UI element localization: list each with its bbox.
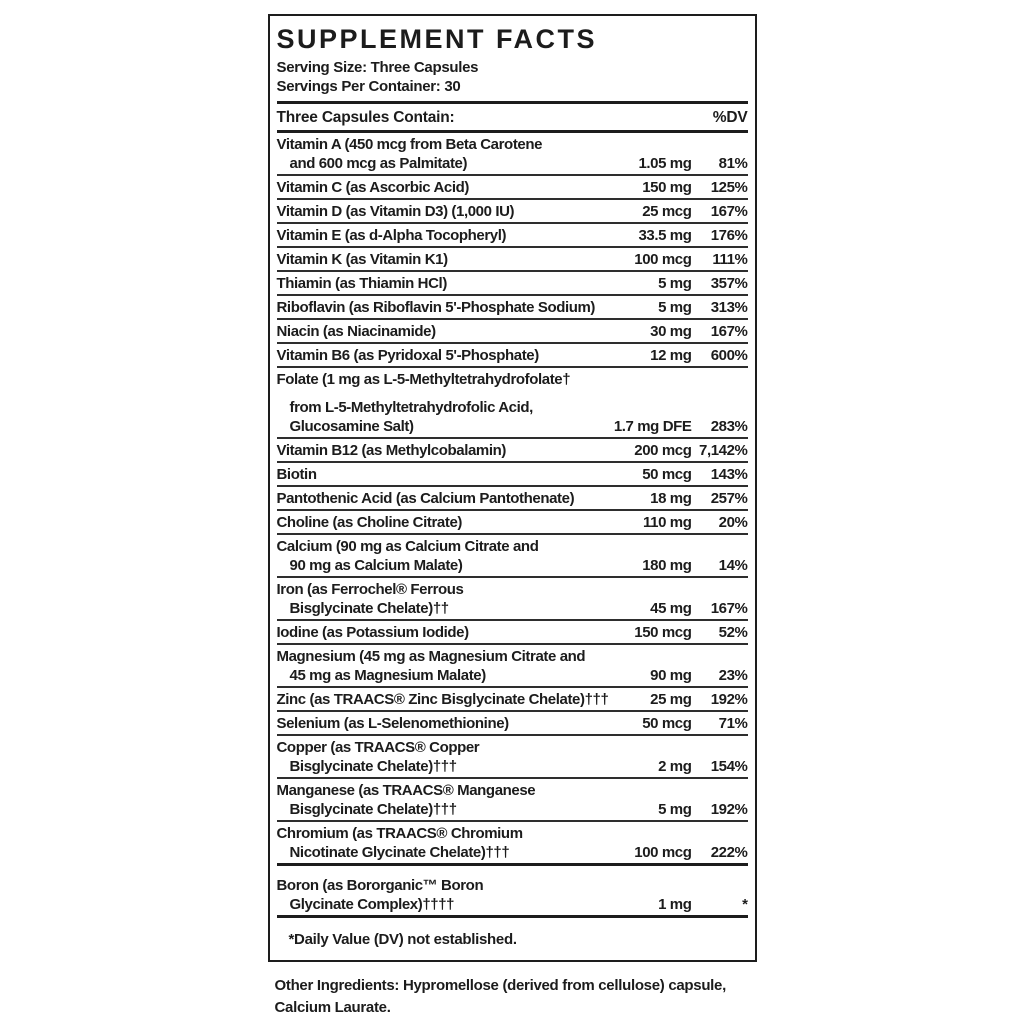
nutrient-name: Folate (1 mg as L-5-Methyltetrahydrofolate† <box>276 371 571 388</box>
dv-footnote: *Daily Value (DV) not established. <box>288 931 517 948</box>
nutrient-name: Vitamin D (as Vitamin D3) (1,000 IU) <box>276 203 515 220</box>
nutrient-name: Chromium (as TRAACS® Chromium <box>276 825 523 842</box>
table-row <box>277 463 748 487</box>
nutrient-amount: 50 mcg <box>642 466 692 483</box>
table-row <box>277 779 748 822</box>
nutrient-name: Vitamin C (as Ascorbic Acid) <box>276 179 469 196</box>
nutrient-amount: 1.7 mg DFE <box>613 418 692 435</box>
nutrient-name: Bisglycinate Chelate)††† <box>289 758 457 775</box>
nutrient-dv: 7,142% <box>699 442 748 459</box>
nutrient-amount: 150 mcg <box>634 624 692 641</box>
table-row-line <box>277 226 748 245</box>
nutrient-name: Iron (as Ferrochel® Ferrous <box>276 581 464 598</box>
nutrient-name: from L-5-Methyltetrahydrofolic Acid, <box>289 399 533 416</box>
nutrient-amount: 90 mg <box>650 667 692 684</box>
nutrient-dv: 71% <box>718 715 748 732</box>
nutrient-amount: 25 mcg <box>642 203 692 220</box>
nutrient-name: Selenium (as L-Selenomethionine) <box>276 715 509 732</box>
table-row-line <box>277 417 748 436</box>
table-row-line <box>277 843 748 862</box>
table-row-line <box>277 876 748 895</box>
nutrient-name: 90 mg as Calcium Malate) <box>289 557 463 574</box>
nutrient-dv: 167% <box>710 600 748 617</box>
nutrient-dv: 313% <box>710 299 748 316</box>
nutrient-name: Bisglycinate Chelate)††† <box>289 801 457 818</box>
table-row-line <box>277 800 748 819</box>
supplement-facts-panel <box>268 14 757 962</box>
nutrient-name: Glycinate Complex)†††† <box>289 896 455 913</box>
table-row-line <box>277 513 748 532</box>
nutrient-amount: 18 mg <box>650 490 692 507</box>
table-row-line <box>277 346 748 365</box>
servings-per-container: Servings Per Container: 30 <box>276 78 461 95</box>
table-row <box>277 272 748 296</box>
nutrient-dv: * <box>742 896 748 913</box>
table-row-line <box>277 895 748 914</box>
nutrient-dv: 167% <box>710 203 748 220</box>
nutrient-name: Vitamin E (as d-Alpha Tocopheryl) <box>276 227 507 244</box>
nutrient-amount: 100 mcg <box>634 844 692 861</box>
nutrient-name: Vitamin K (as Vitamin K1) <box>276 251 448 268</box>
nutrient-name: Bisglycinate Chelate)†† <box>289 600 449 617</box>
nutrient-dv: 23% <box>718 667 748 684</box>
panel-title: SUPPLEMENT FACTS <box>276 24 598 54</box>
nutrient-amount: 33.5 mg <box>638 227 692 244</box>
serving-size: Serving Size: Three Capsules <box>276 59 479 76</box>
nutrient-name: 45 mg as Magnesium Malate) <box>289 667 486 684</box>
table-row-line <box>277 250 748 269</box>
table-row-line <box>277 714 748 733</box>
table-row-line <box>277 178 748 197</box>
table-row-line <box>277 489 748 508</box>
nutrient-name: Niacin (as Niacinamide) <box>276 323 436 340</box>
other-ingredients <box>268 975 757 1019</box>
table-row-line <box>277 274 748 293</box>
table-row <box>277 133 748 176</box>
nutrient-amount: 50 mcg <box>642 715 692 732</box>
table-row <box>277 621 748 645</box>
nutrient-dv: 257% <box>710 490 748 507</box>
table-row <box>277 176 748 200</box>
nutrient-table <box>277 133 748 918</box>
table-row <box>277 511 748 535</box>
nutrient-name: Iodine (as Potassium Iodide) <box>276 624 469 641</box>
nutrient-name: Copper (as TRAACS® Copper <box>276 739 480 756</box>
table-row-line <box>277 738 748 757</box>
table-row-line <box>277 690 748 709</box>
nutrient-amount: 200 mcg <box>634 442 692 459</box>
nutrient-dv: 111% <box>712 251 748 268</box>
nutrient-amount: 5 mg <box>658 299 692 316</box>
nutrient-name: Glucosamine Salt) <box>289 418 414 435</box>
nutrient-amount: 100 mcg <box>634 251 692 268</box>
nutrient-dv: 52% <box>718 624 748 641</box>
table-row-line <box>277 135 748 154</box>
nutrient-amount: 1.05 mg <box>638 155 692 172</box>
table-row <box>277 439 748 463</box>
nutrient-dv: 125% <box>710 179 748 196</box>
nutrient-name: Vitamin B6 (as Pyridoxal 5'-Phosphate) <box>276 347 539 364</box>
nutrient-amount: 45 mg <box>650 600 692 617</box>
nutrient-name: Thiamin (as Thiamin HCl) <box>276 275 447 292</box>
nutrient-name: Choline (as Choline Citrate) <box>276 514 462 531</box>
nutrient-dv: 20% <box>718 514 748 531</box>
table-row <box>277 822 748 866</box>
nutrient-dv: 154% <box>710 758 748 775</box>
table-row-line <box>277 599 748 618</box>
nutrient-amount: 25 mg <box>650 691 692 708</box>
table-row <box>277 688 748 712</box>
nutrient-dv: 14% <box>718 557 748 574</box>
table-row <box>277 487 748 511</box>
nutrient-name: Calcium (90 mg as Calcium Citrate and <box>276 538 539 555</box>
nutrient-dv: 192% <box>710 801 748 818</box>
other-ingredients-line: Calcium Laurate. <box>274 999 391 1016</box>
table-row <box>277 645 748 688</box>
nutrient-amount: 150 mg <box>642 179 692 196</box>
table-row-line <box>277 465 748 484</box>
table-header-row <box>277 104 748 133</box>
table-row <box>277 578 748 621</box>
nutrient-amount: 12 mg <box>650 347 692 364</box>
table-row-line <box>277 398 748 417</box>
nutrient-dv: 167% <box>710 323 748 340</box>
table-row <box>277 368 748 439</box>
table-row-line <box>277 580 748 599</box>
table-row <box>277 535 748 578</box>
nutrient-dv: 222% <box>710 844 748 861</box>
table-row-line <box>277 647 748 666</box>
nutrient-name: Pantothenic Acid (as Calcium Pantothenate) <box>276 490 575 507</box>
nutrient-name: and 600 mcg as Palmitate) <box>289 155 468 172</box>
nutrient-name: Vitamin A (450 mcg from Beta Carotene <box>276 136 543 153</box>
nutrient-name: Biotin <box>276 466 317 483</box>
table-row-line <box>277 623 748 642</box>
nutrient-dv: 176% <box>710 227 748 244</box>
table-row <box>277 344 748 368</box>
table-row <box>277 296 748 320</box>
nutrient-dv: 357% <box>710 275 748 292</box>
nutrient-amount: 30 mg <box>650 323 692 340</box>
table-row <box>277 712 748 736</box>
nutrient-amount: 1 mg <box>658 896 692 913</box>
table-row <box>277 320 748 344</box>
nutrient-dv: 143% <box>710 466 748 483</box>
table-row-line <box>277 154 748 173</box>
nutrient-amount: 5 mg <box>658 801 692 818</box>
table-row-line <box>277 666 748 685</box>
table-row-line <box>277 781 748 800</box>
nutrient-amount: 180 mg <box>642 557 692 574</box>
nutrient-amount: 110 mg <box>643 514 692 531</box>
nutrient-dv: 81% <box>718 155 748 172</box>
nutrient-name: Boron (as Bororganic™ Boron <box>276 877 484 894</box>
nutrient-name: Nicotinate Glycinate Chelate)††† <box>289 844 510 861</box>
table-row-line <box>277 537 748 556</box>
nutrient-name: Riboflavin (as Riboflavin 5'-Phosphate Sodium) <box>276 299 596 316</box>
table-row-line <box>277 441 748 460</box>
column-header-contains: Three Capsules Contain: <box>276 109 455 126</box>
nutrient-amount: 5 mg <box>658 275 692 292</box>
table-row-line <box>277 298 748 317</box>
nutrient-name: Magnesium (45 mg as Magnesium Citrate and <box>276 648 586 665</box>
table-row-line <box>277 556 748 575</box>
nutrient-name: Zinc (as TRAACS® Zinc Bisglycinate Chelate)††† <box>276 691 609 708</box>
nutrient-dv: 600% <box>710 347 748 364</box>
table-row <box>277 736 748 779</box>
nutrient-amount: 2 mg <box>658 758 692 775</box>
table-row-line <box>277 824 748 843</box>
table-row <box>277 248 748 272</box>
nutrient-dv: 192% <box>710 691 748 708</box>
column-header-dv: %DV <box>712 109 748 126</box>
table-row-line <box>277 370 748 389</box>
table-row <box>277 866 748 918</box>
nutrient-dv: 283% <box>710 418 748 435</box>
table-row <box>277 200 748 224</box>
other-ingredients-line: Other Ingredients: Hypromellose (derived from cellulose) capsule, <box>274 977 726 994</box>
table-row-line <box>277 202 748 221</box>
table-row-line <box>277 757 748 776</box>
table-row <box>277 224 748 248</box>
nutrient-name: Manganese (as TRAACS® Manganese <box>276 782 536 799</box>
table-row-line <box>277 322 748 341</box>
nutrient-name: Vitamin B12 (as Methylcobalamin) <box>276 442 506 459</box>
